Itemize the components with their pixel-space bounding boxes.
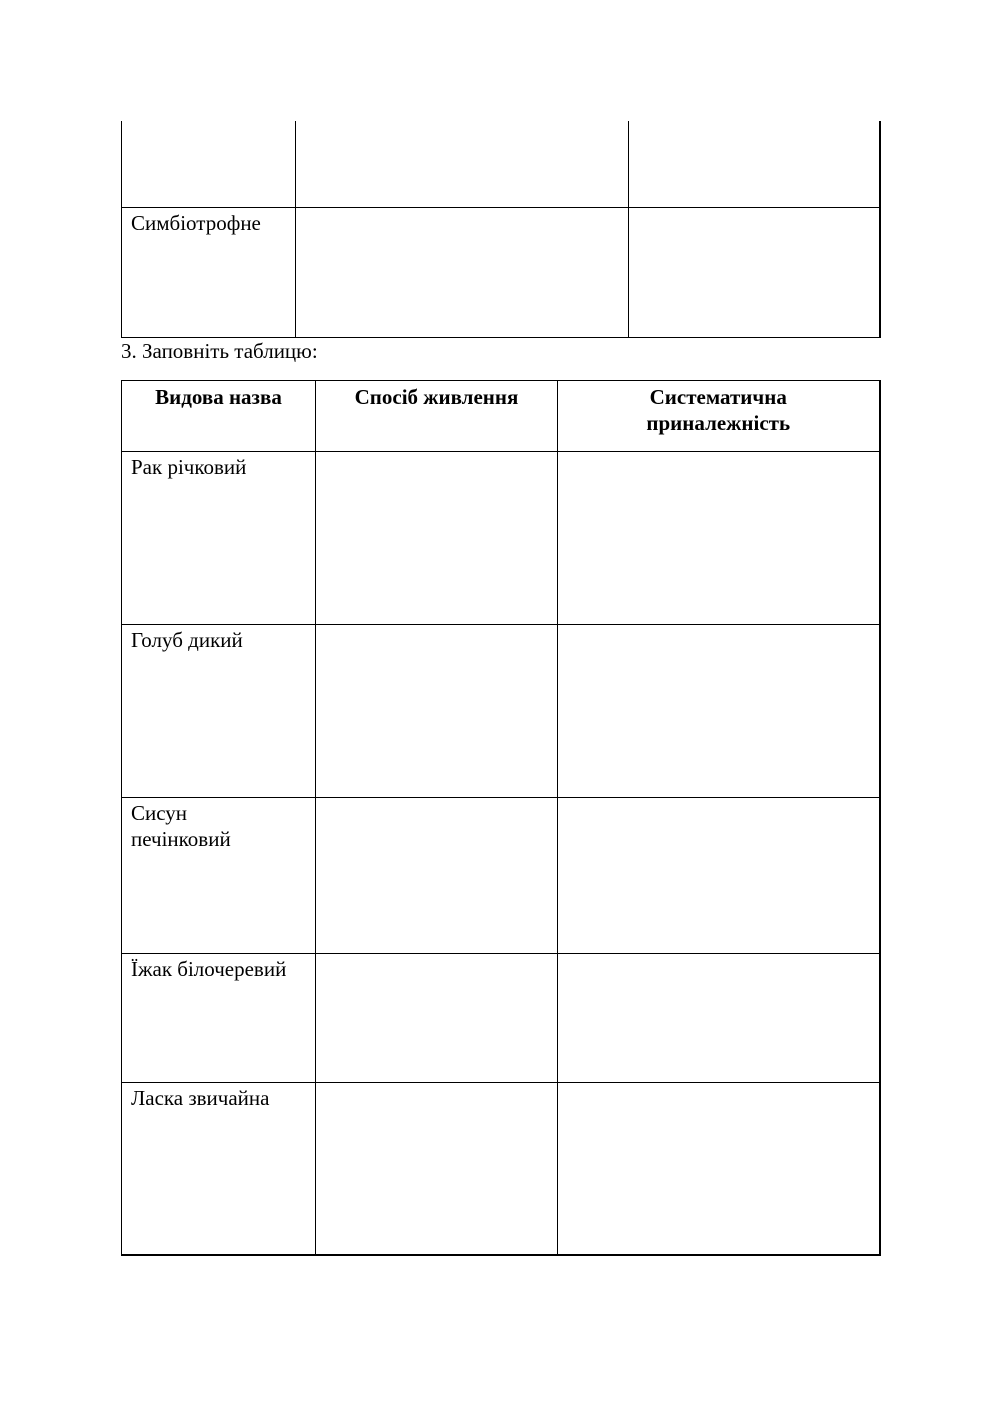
nutrition-answer-cell[interactable] [316, 1083, 558, 1255]
species-name: Рак річковий [131, 455, 247, 479]
species-cell [122, 452, 316, 625]
systematic-answer-cell[interactable] [558, 452, 880, 625]
species-cell [122, 1083, 316, 1255]
species-name: Їжак білочеревий [131, 957, 287, 981]
species-name: Голуб дикий [131, 628, 243, 652]
table-row [122, 121, 880, 207]
header-row [122, 381, 880, 452]
nutrition-answer-cell[interactable] [316, 625, 558, 798]
systematic-answer-cell[interactable] [558, 954, 880, 1083]
species-table [121, 380, 881, 1256]
species-name: Ласка звичайна [131, 1086, 270, 1110]
task-caption: 3. Заповніть таблицю: [121, 339, 318, 363]
table-row [122, 625, 880, 798]
header-nutrition-mode: Спосіб живлення [316, 381, 558, 452]
header-species: Видова назва [122, 381, 316, 452]
systematic-answer-cell[interactable] [558, 1083, 880, 1255]
species-name: Сисун печінковий [131, 801, 231, 851]
table-row [122, 452, 880, 625]
type-cell [122, 121, 296, 207]
nutrition-types-table-continuation [121, 121, 881, 338]
type-label [122, 121, 295, 123]
table-row [122, 954, 880, 1083]
header-systematic-position: Систематична приналежність [558, 381, 880, 452]
answer-cell[interactable] [296, 207, 629, 337]
table-row [122, 207, 880, 337]
species-cell [122, 954, 316, 1083]
species-cell [122, 625, 316, 798]
nutrition-answer-cell[interactable] [316, 452, 558, 625]
table-row [122, 1083, 880, 1255]
type-cell [122, 207, 296, 337]
nutrition-answer-cell[interactable] [316, 954, 558, 1083]
species-cell [122, 798, 316, 954]
systematic-answer-cell[interactable] [558, 625, 880, 798]
answer-cell[interactable] [629, 207, 880, 337]
type-label: Симбіотрофне [131, 210, 261, 235]
answer-cell[interactable] [629, 121, 880, 207]
table-row [122, 798, 880, 954]
systematic-answer-cell[interactable] [558, 798, 880, 954]
answer-cell[interactable] [296, 121, 629, 207]
nutrition-answer-cell[interactable] [316, 798, 558, 954]
